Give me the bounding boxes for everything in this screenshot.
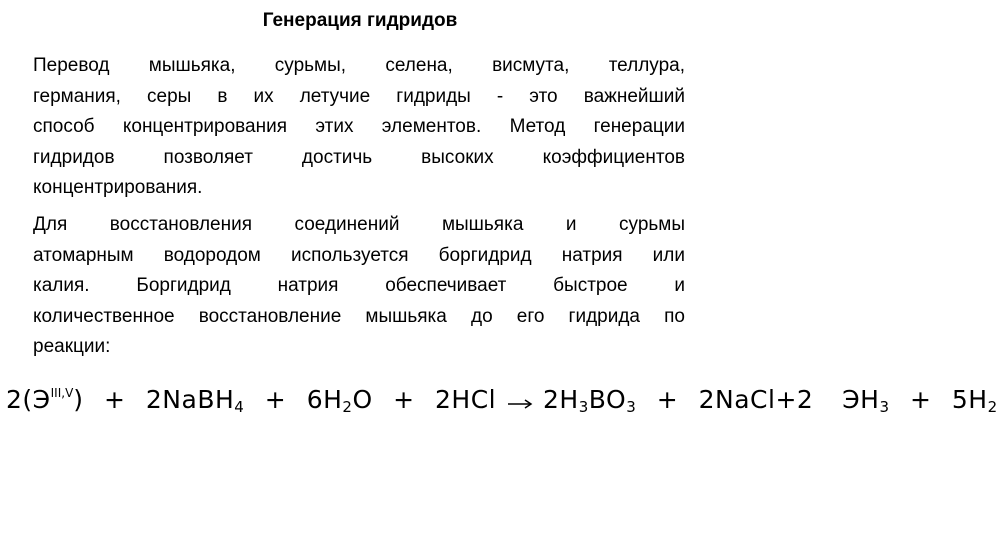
equation-plus: + — [656, 385, 679, 414]
equation-subscript: 3 — [879, 398, 890, 416]
equation-subscript: 4 — [234, 398, 245, 416]
paragraph-line: атомарным водородом используется боргидрид натрия или — [33, 244, 685, 266]
paragraph-reduction — [33, 210, 685, 363]
paragraph-line: концентрирования. — [33, 177, 203, 198]
equation-reactant-hcl: 2HCl — [435, 385, 497, 414]
equation-product-hydride: ЭH — [842, 385, 880, 414]
equation-product-hydrogen: 5H — [951, 385, 988, 414]
equation-plus-coefficient: +2 — [775, 385, 814, 414]
equation-plus: + — [909, 385, 932, 414]
equation-reactant-water-oxygen: O — [352, 385, 373, 414]
equation-product-boric-acid: 2H — [543, 385, 579, 414]
paragraph-line: количественное восстановление мышьяка до его гидрида по — [33, 305, 685, 327]
equation-subscript: 3 — [578, 398, 589, 416]
slide-title: Генерация гидридов — [262, 10, 458, 31]
equation-paren: ) — [73, 385, 84, 414]
paragraph-line: способ концентрирования этих элементов. Метод генерации — [33, 116, 685, 137]
reaction-equation — [6, 376, 998, 424]
equation-coefficient: 2 — [6, 385, 23, 414]
paragraph-line: реакции: — [33, 336, 111, 357]
paragraph-line: Для восстановления соединений мышьяка и сурьмы — [33, 214, 685, 235]
equation-paren: ( — [22, 385, 33, 414]
equation-product-nacl: 2NaCl — [698, 385, 776, 414]
equation-subscript: 3 — [626, 398, 637, 416]
equation-oxidation-states: III,V — [50, 386, 74, 400]
equation-plus: + — [393, 385, 415, 414]
paragraph-line: калия. Боргидрид натрия обеспечивает быстрое и — [33, 275, 685, 296]
paragraph-line: Перевод мышьяка, сурьмы, селена, висмута, теллура, — [33, 55, 685, 76]
equation-subscript: 2 — [342, 398, 353, 416]
equation-reactant-sodium-borohydride: 2NaBH — [145, 385, 235, 414]
equation-plus: + — [104, 385, 126, 414]
equation-plus: + — [264, 385, 287, 414]
equation-element-symbol: Э — [32, 385, 51, 414]
equation-reactant-water: 6H — [306, 385, 343, 414]
paragraph-hydride-generation — [33, 51, 685, 204]
equation-subscript: 2 — [987, 398, 998, 416]
paragraph-line: германия, серы в их летучие гидриды - это важнейший — [33, 85, 685, 107]
reaction-arrow-icon — [505, 390, 535, 410]
equation-product-boric-acid-bo: BO — [588, 385, 627, 414]
paragraph-line: гидридов позволяет достичь высоких коэффициентов — [33, 146, 685, 168]
